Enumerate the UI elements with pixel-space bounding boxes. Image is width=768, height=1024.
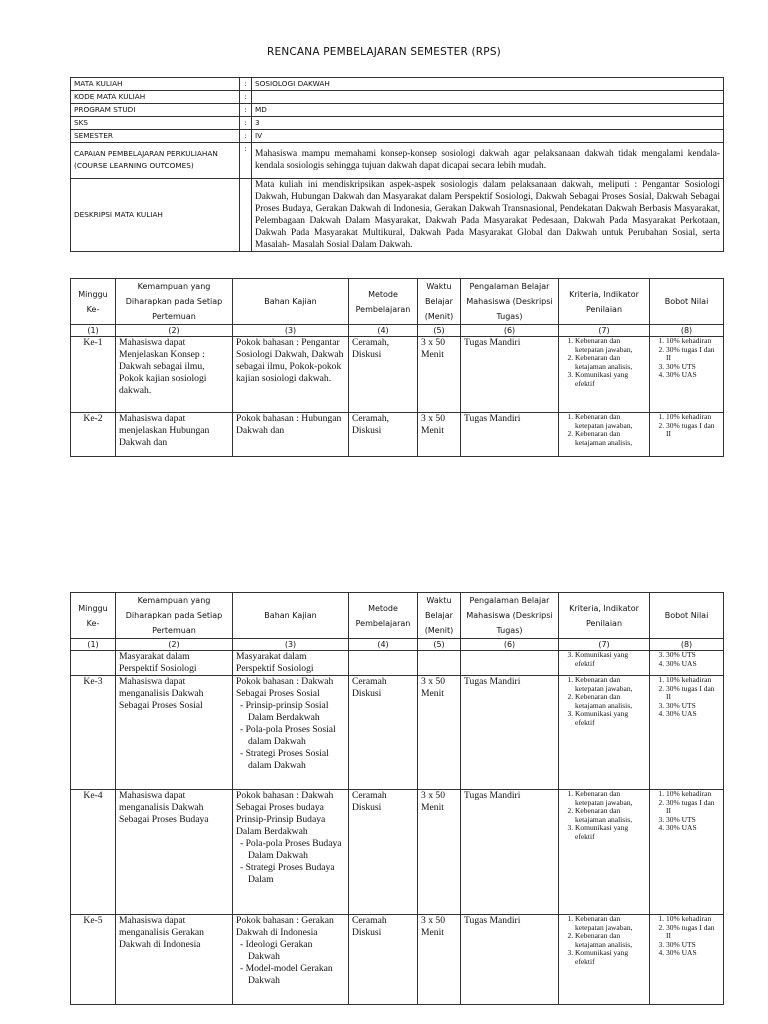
info-colon: : [240, 117, 252, 130]
header-row [71, 593, 724, 639]
week-waktu: 3 x 50 Menit [418, 676, 461, 790]
week-metode: Ceramah, Diskusi [349, 413, 418, 457]
week-waktu: 3 x 50 Menit [418, 337, 461, 413]
info-label: MATA KULIAH [71, 78, 240, 91]
week-bobot [650, 337, 724, 413]
bobot-item: 3. 30% UTS [666, 816, 720, 825]
week-row-3 [71, 676, 724, 790]
week-bobot [650, 790, 724, 915]
bahan-item: - Strategi Proses Sosial dalam Dakwah [248, 748, 345, 772]
weekly-plan-table-1 [70, 278, 724, 457]
kriteria-item: 3. Komunikasi yang efektif [575, 949, 646, 966]
info-value: IV [252, 130, 724, 143]
bobot-item: 1. 10% kehadiran [666, 413, 720, 422]
bobot-item: 4. 30% UAS [666, 371, 720, 380]
header-pengalaman: Pengalaman Belajar Mahasiswa (Deskripsi Tugas) [461, 279, 559, 325]
col-num: (6) [461, 639, 559, 651]
kriteria-item: 2. Kebenaran dan ketajaman analisis, [575, 354, 646, 371]
week-bobot [650, 915, 724, 1005]
week-bobot [650, 651, 724, 676]
col-num: (5) [418, 325, 461, 337]
bahan-item: - Model-model Gerakan Dakwah [248, 963, 345, 987]
col-num: (3) [233, 639, 349, 651]
week-bobot [650, 413, 724, 457]
bobot-item: 4. 30% UAS [666, 710, 720, 719]
week-bahan: Pokok bahasan : Hubungan Dakwah dan [233, 413, 349, 457]
week-number: Ke-2 [71, 413, 116, 457]
week-tugas: Tugas Mandiri [461, 915, 559, 1005]
header-minggu: Minggu Ke- [71, 593, 116, 639]
week-tugas [461, 651, 559, 676]
desc-value: Mata kuliah ini mendiskripsikan aspek-aspek sosiologis dalam pelaksanaan dakwah, meliputi : Pengantar Sosiologi Dakwah, Hubungan Dakwah dan Masyarakat dalam Perspektif Sosiologi, Dakwah Sebagai Proses Sosial, Dakwah Sebagai Proses Budaya, Gerakan Dakwah di Indonesia, Gerakan Dakwah Transnasional, Pendekatan Dakwah Berbasis Masyarakat, Pelembagaan Dakwah Dalam Masyarakat, Dakwah Pada Masyarakat Pedesaan, Dakwah Pada Masyarakat Perkotaan, Dakwah Pada Masyarakat Multikural, Dakwah Pada Masyarakat Global dan Dakwah untuk Perubahan Sosial, serta Masalah- Masalah Sosial Dalam Dakwah. [252, 179, 724, 252]
col-num: (7) [559, 639, 650, 651]
week-metode [349, 651, 418, 676]
week-kriteria [559, 790, 650, 915]
kriteria-item: 3. Komunikasi yang efektif [575, 710, 646, 727]
kriteria-item: 3. Komunikasi yang efektif [575, 651, 646, 668]
bahan-head: Pokok bahasan : Dakwah Sebagai Proses Sosial [236, 676, 334, 699]
header-kriteria: Kriteria, Indikator Penilaian [559, 593, 650, 639]
bobot-item: 2. 30% tugas I dan II [666, 799, 720, 816]
kriteria-item: 2. Kebenaran dan ketajaman analisis, [575, 693, 646, 710]
bobot-item: 1. 10% kehadiran [666, 790, 720, 799]
weekly-plan-table-2 [70, 592, 724, 1005]
info-colon: : [240, 104, 252, 117]
week-kemampuan: Mahasiswa dapat menganalisis Dakwah Sebagai Proses Sosial [116, 676, 233, 790]
bahan-item: - Strategi Proses Budaya Dalam [248, 862, 345, 886]
header-bobot: Bobot Nilai [650, 279, 724, 325]
week-number [71, 651, 116, 676]
week-waktu: 3 x 50 Menit [418, 413, 461, 457]
bobot-item: 2. 30% tugas I dan II [666, 346, 720, 363]
col-num: (1) [71, 325, 116, 337]
info-row-semester [71, 130, 724, 143]
kriteria-item: 3. Komunikasi yang efektif [575, 371, 646, 388]
info-value: 3 [252, 117, 724, 130]
info-row-mata-kuliah [71, 78, 724, 91]
col-num: (8) [650, 639, 724, 651]
header-waktu: Waktu Belajar (Menit) [418, 279, 461, 325]
week-metode: Ceramah Diskusi [349, 676, 418, 790]
bahan-head: Pokok bahasan : Gerakan Dakwah di Indonesia [236, 915, 334, 938]
week-row-1 [71, 337, 724, 413]
week-bahan: Masyarakat dalam Perspektif Sosiologi [233, 651, 349, 676]
week-kemampuan: Mahasiswa dapat menganalisis Dakwah Sebagai Proses Budaya [116, 790, 233, 915]
week-number: Ke-1 [71, 337, 116, 413]
bobot-item: 2. 30% tugas I dan II [666, 924, 720, 941]
info-row-cpl [71, 143, 724, 179]
week-tugas: Tugas Mandiri [461, 676, 559, 790]
week-kemampuan: Mahasiswa dapat menjelaskan Hubungan Dakwah dan [116, 413, 233, 457]
bobot-item: 4. 30% UAS [666, 660, 720, 669]
week-number: Ke-4 [71, 790, 116, 915]
column-number-row [71, 639, 724, 651]
header-bobot: Bobot Nilai [650, 593, 724, 639]
bobot-item: 3. 30% UTS [666, 363, 720, 372]
cpl-label [71, 143, 240, 179]
week-bahan [233, 790, 349, 915]
week-row-2-continued [71, 651, 724, 676]
week-waktu [418, 651, 461, 676]
info-colon: : [240, 143, 252, 179]
document-title: RENCANA PEMBELAJARAN SEMESTER (RPS) [267, 46, 501, 58]
week-bobot [650, 676, 724, 790]
bobot-item: 2. 30% tugas I dan II [666, 685, 720, 702]
week-kemampuan: Mahasiswa dapat Menjelaskan Konsep : Dakwah sebagai ilmu, Pokok kajian sosiologi dakwah. [116, 337, 233, 413]
cpl-label-line1: CAPAIAN PEMBELAJARAN PERKULIAHAN [74, 149, 218, 158]
bobot-item: 2. 30% tugas I dan II [666, 422, 720, 439]
col-num: (5) [418, 639, 461, 651]
week-tugas: Tugas Mandiri [461, 790, 559, 915]
bobot-item: 3. 30% UTS [666, 651, 720, 660]
col-num: (2) [116, 639, 233, 651]
week-bahan [233, 915, 349, 1005]
week-row-5 [71, 915, 724, 1005]
week-row-2 [71, 413, 724, 457]
col-num: (1) [71, 639, 116, 651]
kriteria-item: 2. Kebenaran dan ketajaman analisis, [575, 807, 646, 824]
week-number: Ke-3 [71, 676, 116, 790]
week-kriteria [559, 413, 650, 457]
bahan-item: - Prinsip-prinsip Sosial Dalam Berdakwah [248, 700, 345, 724]
kriteria-item: 1. Kebenaran dan ketepatan jawaban, [575, 915, 646, 932]
info-value: SOSIOLOGI DAKWAH [252, 78, 724, 91]
cpl-label-line2: (COURSE LEARNING OUTCOMES) [74, 161, 194, 170]
col-num: (6) [461, 325, 559, 337]
info-row-deskripsi [71, 179, 724, 252]
kriteria-item: 1. Kebenaran dan ketepatan jawaban, [575, 413, 646, 430]
bahan-item: - Ideologi Gerakan Dakwah [248, 939, 345, 963]
info-colon [240, 179, 252, 252]
week-metode: Ceramah, Diskusi [349, 337, 418, 413]
header-bahan: Bahan Kajian [233, 593, 349, 639]
info-label: PROGRAM STUDI [71, 104, 240, 117]
info-row-sks [71, 117, 724, 130]
header-pengalaman: Pengalaman Belajar Mahasiswa (Deskripsi Tugas) [461, 593, 559, 639]
week-metode: Ceramah Diskusi [349, 790, 418, 915]
bobot-item: 3. 30% UTS [666, 702, 720, 711]
header-waktu: Waktu Belajar (Menit) [418, 593, 461, 639]
header-kriteria: Kriteria, Indikator Penilaian [559, 279, 650, 325]
info-value [252, 91, 724, 104]
kriteria-item: 2. Kebenaran dan ketajaman analisis, [575, 932, 646, 949]
kriteria-item: 1. Kebenaran dan ketepatan jawaban, [575, 790, 646, 807]
col-num: (4) [349, 325, 418, 337]
bobot-item: 1. 10% kehadiran [666, 337, 720, 346]
col-num: (4) [349, 639, 418, 651]
week-bahan [233, 676, 349, 790]
info-row-kode [71, 91, 724, 104]
kriteria-item: 1. Kebenaran dan ketepatan jawaban, [575, 676, 646, 693]
col-num: (8) [650, 325, 724, 337]
bobot-item: 1. 10% kehadiran [666, 676, 720, 685]
bahan-item: - Pola-pola Proses Budaya Dalam Dakwah [248, 838, 345, 862]
info-colon: : [240, 91, 252, 104]
header-metode: Metode Pembelajaran [349, 279, 418, 325]
info-label: KODE MATA KULIAH [71, 91, 240, 104]
desc-label: DESKRIPSI MATA KULIAH [71, 179, 240, 252]
cpl-value: Mahasiswa mampu memahami konsep-konsep sosiologi dakwah agar pelaksanaan dakwah tidak mengalami kendala-kendala sosiologis sehingga tujuan dakwah dapat dicapai secara lebih mudah. [252, 143, 724, 179]
header-kemampuan: Kemampuan yang Diharapkan pada Setiap Pertemuan [116, 593, 233, 639]
week-kriteria [559, 337, 650, 413]
info-value: MD [252, 104, 724, 117]
bahan-item: - Pola-pola Proses Sosial dalam Dakwah [248, 724, 345, 748]
header-kemampuan: Kemampuan yang Diharapkan pada Setiap Pertemuan [116, 279, 233, 325]
bobot-item: 1. 10% kehadiran [666, 915, 720, 924]
week-tugas: Tugas Mandiri [461, 337, 559, 413]
column-number-row [71, 325, 724, 337]
bobot-item: 3. 30% UTS [666, 941, 720, 950]
bobot-item: 4. 30% UAS [666, 949, 720, 958]
week-kemampuan: Mahasiswa dapat menganalisis Gerakan Dakwah di Indonesia [116, 915, 233, 1005]
kriteria-item: 1. Kebenaran dan ketepatan jawaban, [575, 337, 646, 354]
info-label: SKS [71, 117, 240, 130]
week-tugas: Tugas Mandiri [461, 413, 559, 457]
week-kriteria [559, 915, 650, 1005]
week-number: Ke-5 [71, 915, 116, 1005]
info-colon: : [240, 78, 252, 91]
bahan-head: Pokok bahasan : Dakwah Sebagai Proses budaya Prinsip-Prinsip Budaya Dalam Berdakwah [236, 790, 334, 837]
header-bahan: Bahan Kajian [233, 279, 349, 325]
week-waktu: 3 x 50 Menit [418, 790, 461, 915]
week-metode: Ceramah Diskusi [349, 915, 418, 1005]
info-colon: : [240, 130, 252, 143]
col-num: (2) [116, 325, 233, 337]
header-metode: Metode Pembelajaran [349, 593, 418, 639]
week-row-4 [71, 790, 724, 915]
week-kemampuan: Masyarakat dalam Perspektif Sosiologi [116, 651, 233, 676]
col-num: (3) [233, 325, 349, 337]
kriteria-item: 2. Kebenaran dan ketajaman analisis, [575, 430, 646, 447]
week-kriteria [559, 676, 650, 790]
bobot-item: 4. 30% UAS [666, 824, 720, 833]
week-bahan: Pokok bahasan : Pengantar Sosiologi Dakwah, Dakwah sebagai ilmu, Pokok-pokok kajian sosiologi dakwah. [233, 337, 349, 413]
col-num: (7) [559, 325, 650, 337]
week-waktu: 3 x 50 Menit [418, 915, 461, 1005]
header-minggu: Minggu Ke- [71, 279, 116, 325]
info-row-prodi [71, 104, 724, 117]
course-info-table [70, 77, 724, 252]
week-kriteria [559, 651, 650, 676]
header-row [71, 279, 724, 325]
info-label: SEMESTER [71, 130, 240, 143]
kriteria-item: 3. Komunikasi yang efektif [575, 824, 646, 841]
